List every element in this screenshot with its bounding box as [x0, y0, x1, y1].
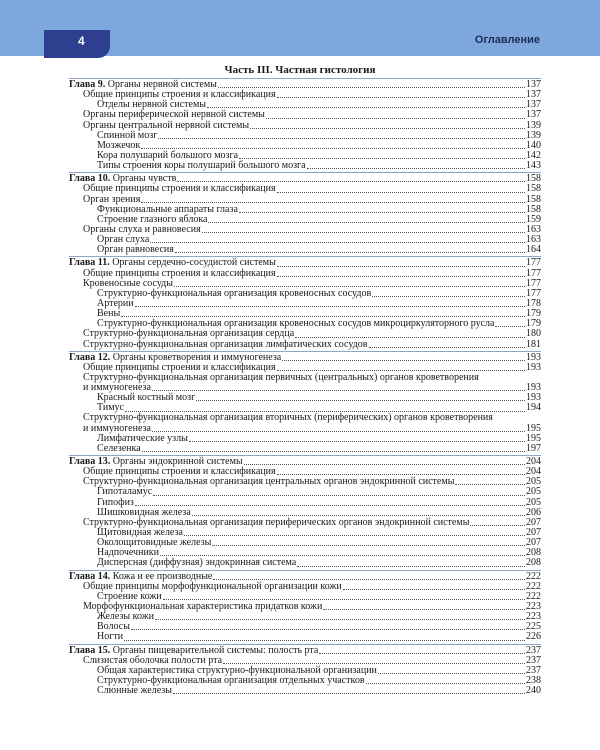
entry-title: Строение кожи: [97, 590, 162, 602]
entry-title: Гипоталамус: [97, 486, 153, 498]
dot-leader: [372, 295, 525, 297]
entry-title: Гипофиз: [97, 496, 134, 508]
page-ref: 142: [526, 149, 541, 161]
dot-leader: [369, 346, 525, 348]
dot-leader: [366, 682, 525, 684]
page-ref: 139: [526, 129, 541, 141]
entry-title: Селезенка: [97, 442, 141, 454]
entry-title: Строение глазного яблока: [97, 213, 208, 225]
toc-entry[interactable]: [69, 289, 541, 299]
entry-title: Железы кожи: [97, 611, 154, 623]
entry-title: Лимфатические узлы: [97, 432, 188, 444]
page-ref: 179: [526, 308, 541, 320]
dot-leader: [124, 639, 525, 641]
chapter-block: [69, 78, 541, 171]
entry-title: Органы периферической нервной системы: [83, 109, 265, 121]
dot-leader: [125, 410, 525, 412]
entry-title: Общие принципы строения и классификация: [83, 466, 276, 478]
entry-title: Глава 12. Органы кроветворения и иммуногенеза: [69, 351, 282, 363]
page-ref: 226: [526, 631, 541, 643]
toc-entry[interactable]: [69, 622, 541, 632]
entry-title: Ногти: [97, 631, 124, 643]
chapter-block: [69, 644, 541, 697]
entry-title: Глава 9. Органы нервной системы: [69, 78, 217, 90]
toc-entry[interactable]: [69, 612, 541, 622]
dot-leader: [239, 157, 525, 159]
page-ref: 207: [526, 516, 541, 528]
entry-title: Структурно-функциональная организация кровеносных сосудов микроциркуляторного русла: [97, 318, 495, 330]
entry-title: Структурно-функциональная организация вторичных (периферических) органов кроветворения: [83, 412, 493, 424]
dot-leader: [378, 672, 525, 674]
dot-leader: [277, 191, 525, 193]
page-ref: 195: [526, 422, 541, 434]
dot-leader: [223, 662, 525, 664]
dot-leader: [150, 241, 525, 243]
section-title: Оглавление: [474, 34, 540, 46]
entry-title: Органы центральной нервной системы: [83, 119, 250, 131]
entry-title: Функциональные аппараты глаза: [97, 203, 238, 215]
chapter-block: [69, 172, 541, 255]
part-title: Часть III. Частная гистология: [224, 64, 376, 76]
dot-leader: [213, 578, 525, 580]
dot-leader: [282, 359, 525, 361]
page-ref: 237: [526, 654, 541, 666]
dot-leader: [142, 450, 525, 452]
dot-leader: [174, 285, 525, 287]
dot-leader: [141, 201, 525, 203]
entry-title: Типы строения коры полушарий большого мозга: [97, 160, 306, 172]
dot-leader: [495, 325, 525, 327]
entry-title: Орган равновесия: [97, 244, 174, 256]
entry-title: Щитовидная железа: [97, 527, 183, 539]
entry-title: Структурно-функциональная организация центральных органов эндокринной системы: [83, 476, 455, 488]
page-ref: 222: [526, 570, 541, 582]
dot-leader: [277, 96, 525, 98]
entry-title: Общие принципы морфофункциональной организации кожи: [83, 580, 342, 592]
page-ref: 225: [526, 621, 541, 633]
dot-leader: [277, 369, 525, 371]
page-ref: 240: [526, 685, 541, 697]
page-ref: 158: [526, 183, 541, 195]
entry-title: Красный костный мозг: [97, 392, 196, 404]
dot-leader: [239, 211, 525, 213]
page-ref: 178: [526, 297, 541, 309]
entry-title: Общие принципы строения и классификация: [83, 361, 276, 373]
dot-leader: [207, 106, 525, 108]
entry-title: Глава 13. Органы эндокринной системы: [69, 456, 243, 468]
dot-leader: [160, 554, 525, 556]
page-ref: 163: [526, 234, 541, 246]
entry-title: Вены: [97, 308, 121, 320]
page-ref: 208: [526, 557, 541, 569]
entry-title: Структурно-функциональная организация лимфатических сосудов: [83, 338, 368, 350]
entry-title: Глава 11. Органы сердечно-сосудистой системы: [69, 257, 276, 269]
dot-leader: [196, 399, 525, 401]
dot-leader: [135, 504, 525, 506]
dot-leader: [135, 305, 525, 307]
page-ref: 137: [526, 78, 541, 90]
entry-title: и иммуногенеза: [83, 422, 151, 434]
page-ref: 207: [526, 537, 541, 549]
page-ref: 197: [526, 442, 541, 454]
page-ref: 177: [526, 287, 541, 299]
page-ref: 177: [526, 267, 541, 279]
toc-entry[interactable]: [69, 686, 541, 696]
toc-entry[interactable]: [69, 245, 541, 255]
entry-title: Глава 10. Органы чувств: [69, 173, 177, 185]
toc-entry[interactable]: [69, 632, 541, 642]
page-ref: 205: [526, 486, 541, 498]
dot-leader: [208, 221, 525, 223]
dot-leader: [155, 618, 525, 620]
page-ref: 205: [526, 476, 541, 488]
entry-title: Волосы: [97, 621, 130, 633]
page-ref: 139: [526, 119, 541, 131]
chapter-block: [69, 351, 541, 454]
dot-leader: [277, 473, 525, 475]
dot-leader: [131, 628, 525, 630]
entry-title: Мозжечок: [97, 139, 141, 151]
dot-leader: [189, 440, 525, 442]
page-ref: 181: [526, 338, 541, 350]
chapter-block: [69, 570, 541, 643]
dot-leader: [192, 514, 525, 516]
page-ref: 207: [526, 527, 541, 539]
chapter-block: [69, 256, 541, 349]
toc-entry[interactable]: [69, 444, 541, 454]
page-ref: 222: [526, 580, 541, 592]
entry-title: Структурно-функциональная организация отдельных участков: [97, 675, 365, 686]
page-ref: 205: [526, 496, 541, 508]
dot-leader: [307, 167, 525, 169]
entry-title: Глава 15. Органы пищеварительной системы: полость рта: [69, 644, 319, 656]
dot-leader: [250, 127, 525, 129]
dot-leader: [319, 652, 525, 654]
entry-title: Слизистая оболочка полости рта: [83, 654, 223, 666]
dot-leader: [152, 389, 525, 391]
dot-leader: [323, 608, 525, 610]
dot-leader: [153, 494, 525, 496]
entry-title: и иммуногенеза: [83, 382, 151, 394]
page-ref: 137: [526, 99, 541, 111]
entry-title: Общие принципы строения и классификация: [83, 267, 276, 279]
page-ref: 238: [526, 675, 541, 686]
dot-leader: [152, 430, 525, 432]
dot-leader: [295, 336, 525, 338]
page-ref: 193: [526, 361, 541, 373]
toc-entry[interactable]: [69, 487, 541, 497]
dot-leader: [163, 598, 525, 600]
dot-leader: [175, 251, 525, 253]
entry-title: Морфофункциональная характеристика придатков кожи: [83, 601, 323, 613]
entry-title: Структурно-функциональная организация сердца: [83, 328, 295, 340]
entry-title: Структурно-функциональная организация первичных (центральных) органов кроветворения: [83, 371, 479, 383]
entry-title: Спинной мозг: [97, 129, 158, 141]
dot-leader: [212, 544, 525, 546]
page-ref: 180: [526, 328, 541, 340]
entry-title: Дисперсная (диффузная) эндокринная система: [97, 557, 297, 569]
entry-title: Орган зрения: [83, 193, 141, 205]
page-ref: 237: [526, 664, 541, 676]
page-ref: 193: [526, 392, 541, 404]
page-ref: 143: [526, 160, 541, 172]
page-ref: 222: [526, 590, 541, 602]
entry-title: Околощитовидные железы: [97, 537, 212, 549]
dot-leader: [266, 117, 525, 119]
toc-entry[interactable]: [69, 558, 541, 568]
page-ref: 163: [526, 223, 541, 235]
page-ref: 193: [526, 351, 541, 363]
dot-leader: [177, 180, 525, 182]
page-ref: 158: [526, 193, 541, 205]
page-ref: 159: [526, 213, 541, 225]
page-ref: 223: [526, 611, 541, 623]
dot-leader: [277, 275, 525, 277]
page-ref: 177: [526, 257, 541, 269]
toc-entry[interactable]: [69, 393, 541, 403]
dot-leader: [141, 147, 525, 149]
page-ref: 208: [526, 547, 541, 559]
page-ref: 223: [526, 601, 541, 613]
page-ref: 137: [526, 89, 541, 101]
page-ref: 195: [526, 432, 541, 444]
toc-entry[interactable]: [69, 340, 541, 350]
page-ref: 164: [526, 244, 541, 256]
page-ref: 158: [526, 173, 541, 185]
page-ref: 177: [526, 277, 541, 289]
chapter-block: [69, 455, 541, 569]
entry-title: Надпочечники: [97, 547, 160, 559]
entry-title: Структурно-функциональная организация кровеносных сосудов: [97, 287, 372, 299]
page-number: 4: [44, 30, 110, 58]
page-ref: 237: [526, 644, 541, 656]
entry-title: Кровеносные сосуды: [83, 277, 173, 289]
entry-title: Слюнные железы: [97, 685, 172, 697]
entry-title: Шишковидная железа: [97, 506, 191, 518]
page-ref: 140: [526, 139, 541, 151]
page-ref: 137: [526, 109, 541, 121]
dot-leader: [343, 588, 525, 590]
dot-leader: [173, 692, 525, 694]
page-ref: 204: [526, 456, 541, 468]
entry-title: Отделы нервной системы: [97, 99, 206, 111]
entry-title: Кора полушарий большого мозга: [97, 149, 239, 161]
page-ref: 179: [526, 318, 541, 330]
dot-leader: [184, 534, 525, 536]
dot-leader: [470, 524, 525, 526]
dot-leader: [202, 231, 525, 233]
dot-leader: [121, 315, 525, 317]
entry-title: Орган слуха: [97, 234, 150, 246]
toc-entry[interactable]: [69, 161, 541, 171]
entry-title: Глава 14. Кожа и ее производные: [69, 570, 213, 582]
dot-leader: [158, 137, 525, 139]
page-ref: 193: [526, 382, 541, 394]
entry-title: Структурно-функциональная организация периферических органов эндокринной системы: [83, 516, 470, 528]
page-ref: 204: [526, 466, 541, 478]
dot-leader: [244, 463, 525, 465]
table-of-contents: [69, 78, 541, 697]
entry-title: Общие принципы строения и классификация: [83, 89, 276, 101]
entry-title: Общая характеристика структурно-функциональной организации: [97, 664, 377, 676]
dot-leader: [218, 86, 525, 88]
toc-entry[interactable]: [69, 299, 541, 309]
entry-title: Тимус: [97, 402, 124, 414]
dot-leader: [455, 483, 525, 485]
page-ref: 194: [526, 402, 541, 414]
entry-title: Общие принципы строения и классификация: [83, 183, 276, 195]
dot-leader: [297, 565, 525, 567]
dot-leader: [277, 265, 525, 267]
page-ref: 206: [526, 506, 541, 518]
page-ref: 158: [526, 203, 541, 215]
entry-title: Артерии: [97, 297, 134, 309]
entry-title: Органы слуха и равновесия: [83, 223, 201, 235]
